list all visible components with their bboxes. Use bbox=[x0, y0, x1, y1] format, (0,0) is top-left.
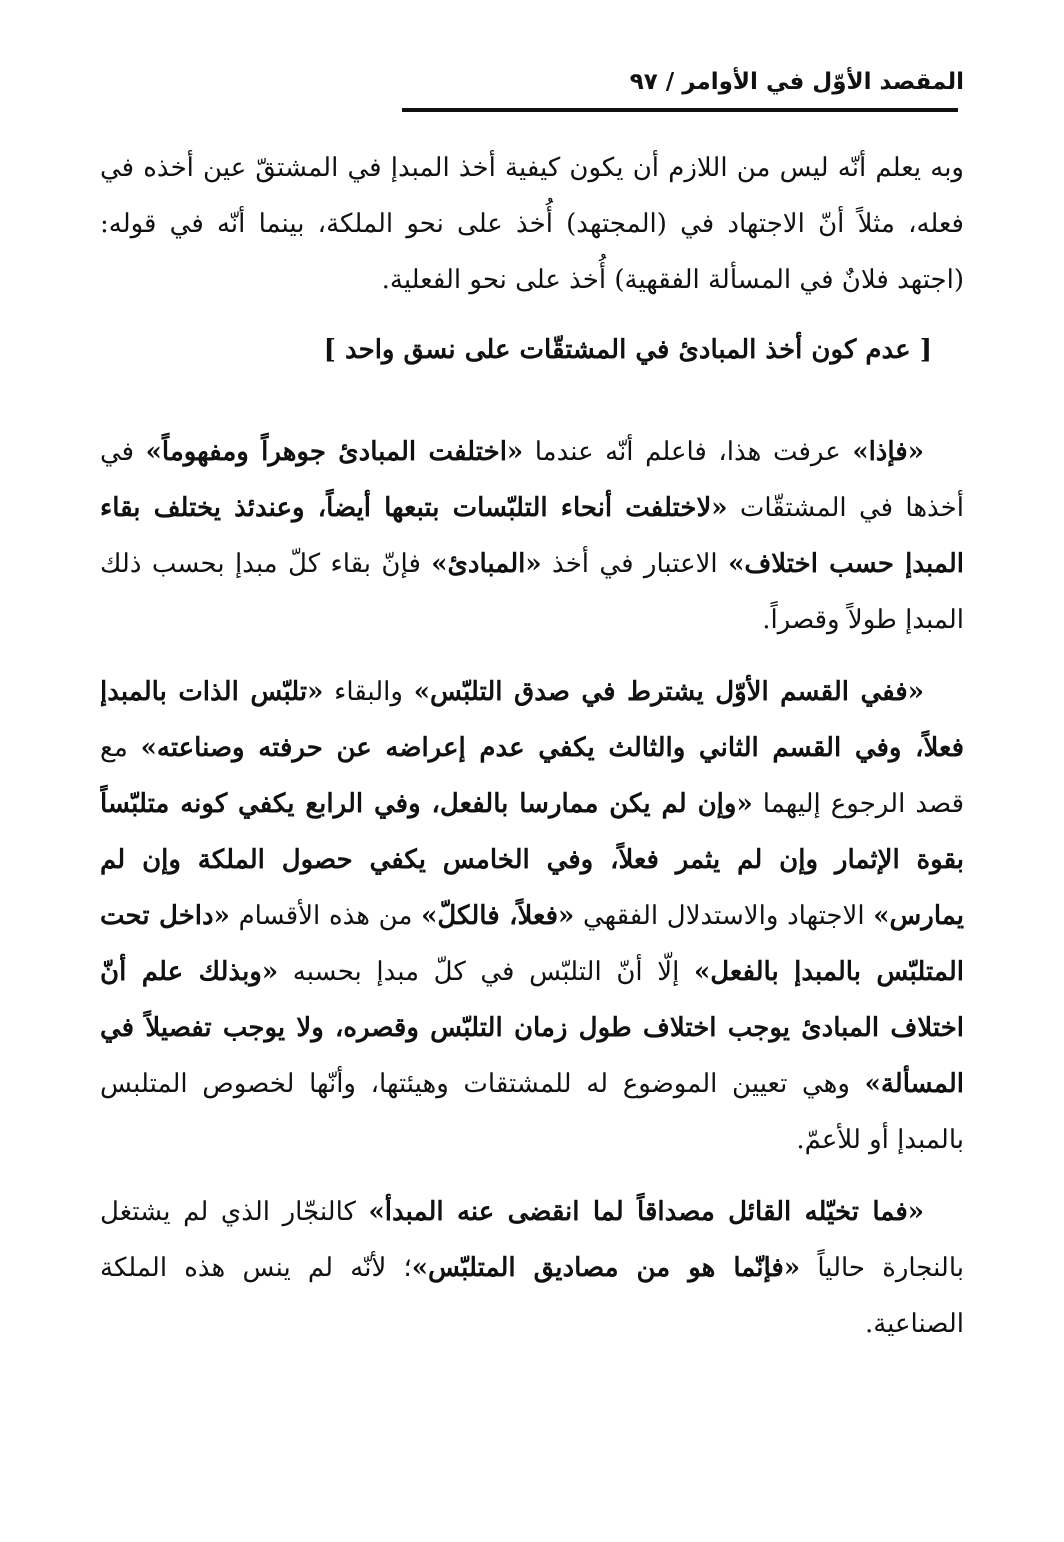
running-head: المقصد الأوّل في الأوامر / ٩٧ bbox=[629, 69, 964, 95]
section-heading: [ عدم كون أخذ المبادئ في المشتقّات على نسق واحد ] bbox=[323, 335, 932, 365]
run: «وإن لم يكن ممارسا بالفعل، وفي الرابع يكفي كونه متلبّساً بقوة الإثمار وإن لم يثمر فعلاً، وفي الخامس يكفي حصول الملكة وإن لم يمارس» bbox=[100, 789, 964, 931]
paragraph-3 bbox=[100, 664, 964, 1168]
paragraph-1: وبه يعلم أنّه ليس من اللازم أن يكون كيفية أخذ المبدإ في المشتقّ عين أخذه في فعله، مثلاً أنّ الاجتهاد في (المجتهد) أُخذ على نحو الملكة، بينما أنّه في قوله: (اجتهد فلانٌ في المسألة الفقهية) أُخذ على نحو الفعلية. bbox=[100, 153, 964, 295]
run: «فإنّما هو من مصاديق المتلبّس» bbox=[411, 1253, 801, 1283]
paragraph-4 bbox=[100, 1184, 964, 1352]
run: في أخذها في المشتقّات bbox=[100, 437, 964, 523]
run: «تلبّس الذات بالمبدإ فعلاً، وفي القسم الثاني والثالث يكفي عدم إعراضه عن حرفته وصناعته» bbox=[100, 677, 964, 763]
run: ؛ لأنّه لم ينس هذه الملكة الصناعية. bbox=[100, 1253, 964, 1339]
run: «فإذا» bbox=[852, 437, 924, 467]
run: الاجتهاد والاستدلال الفقهي bbox=[574, 901, 874, 931]
run: والبقاء bbox=[323, 677, 414, 707]
paragraph-2 bbox=[100, 424, 964, 648]
run: «وبذلك علم أنّ اختلاف المبادئ يوجب اختلاف طول زمان التلبّس وقصره، ولا يوجب تفصيلاً في المسألة» bbox=[100, 957, 964, 1099]
header-rule bbox=[402, 108, 958, 112]
run: مع قصد الرجوع إليهما bbox=[100, 733, 964, 819]
run: «فعلاً، فالكلّ» bbox=[421, 901, 575, 931]
run: فإنّ بقاء كلّ مبدإ بحسب ذلك المبدإ طولاً وقصراً. bbox=[100, 549, 964, 635]
run: الاعتبار في أخذ bbox=[541, 549, 729, 579]
book-page bbox=[100, 62, 964, 1502]
run: «فما تخيّله القائل مصداقاً لما انقضى عنه المبدأ» bbox=[368, 1197, 924, 1227]
run: عرفت هذا، فاعلم أنّه عندما bbox=[523, 437, 853, 467]
run: كالنجّار الذي لم يشتغل بالنجارة حالياً bbox=[100, 1197, 964, 1283]
run: «اختلفت المبادئ جوهراً ومفهوماً» bbox=[145, 437, 524, 467]
run: «داخل تحت المتلبّس بالمبدإ بالفعل» bbox=[100, 901, 964, 987]
run: إلّا أنّ التلبّس في كلّ مبدإ بحسبه bbox=[278, 957, 694, 987]
run: وهي تعيين الموضوع له للمشتقات وهيئتها، وأنّها لخصوص المتلبس بالمبدإ أو للأعمّ. bbox=[100, 1069, 964, 1155]
run: «ففي القسم الأوّل يشترط في صدق التلبّس» bbox=[413, 677, 924, 707]
run: «المبادئ» bbox=[431, 549, 542, 579]
run: من هذه الأقسام bbox=[229, 901, 422, 931]
run: «لاختلفت أنحاء التلبّسات بتبعها أيضاً، وعندئذ يختلف بقاء المبدإ حسب اختلاف» bbox=[100, 493, 964, 579]
